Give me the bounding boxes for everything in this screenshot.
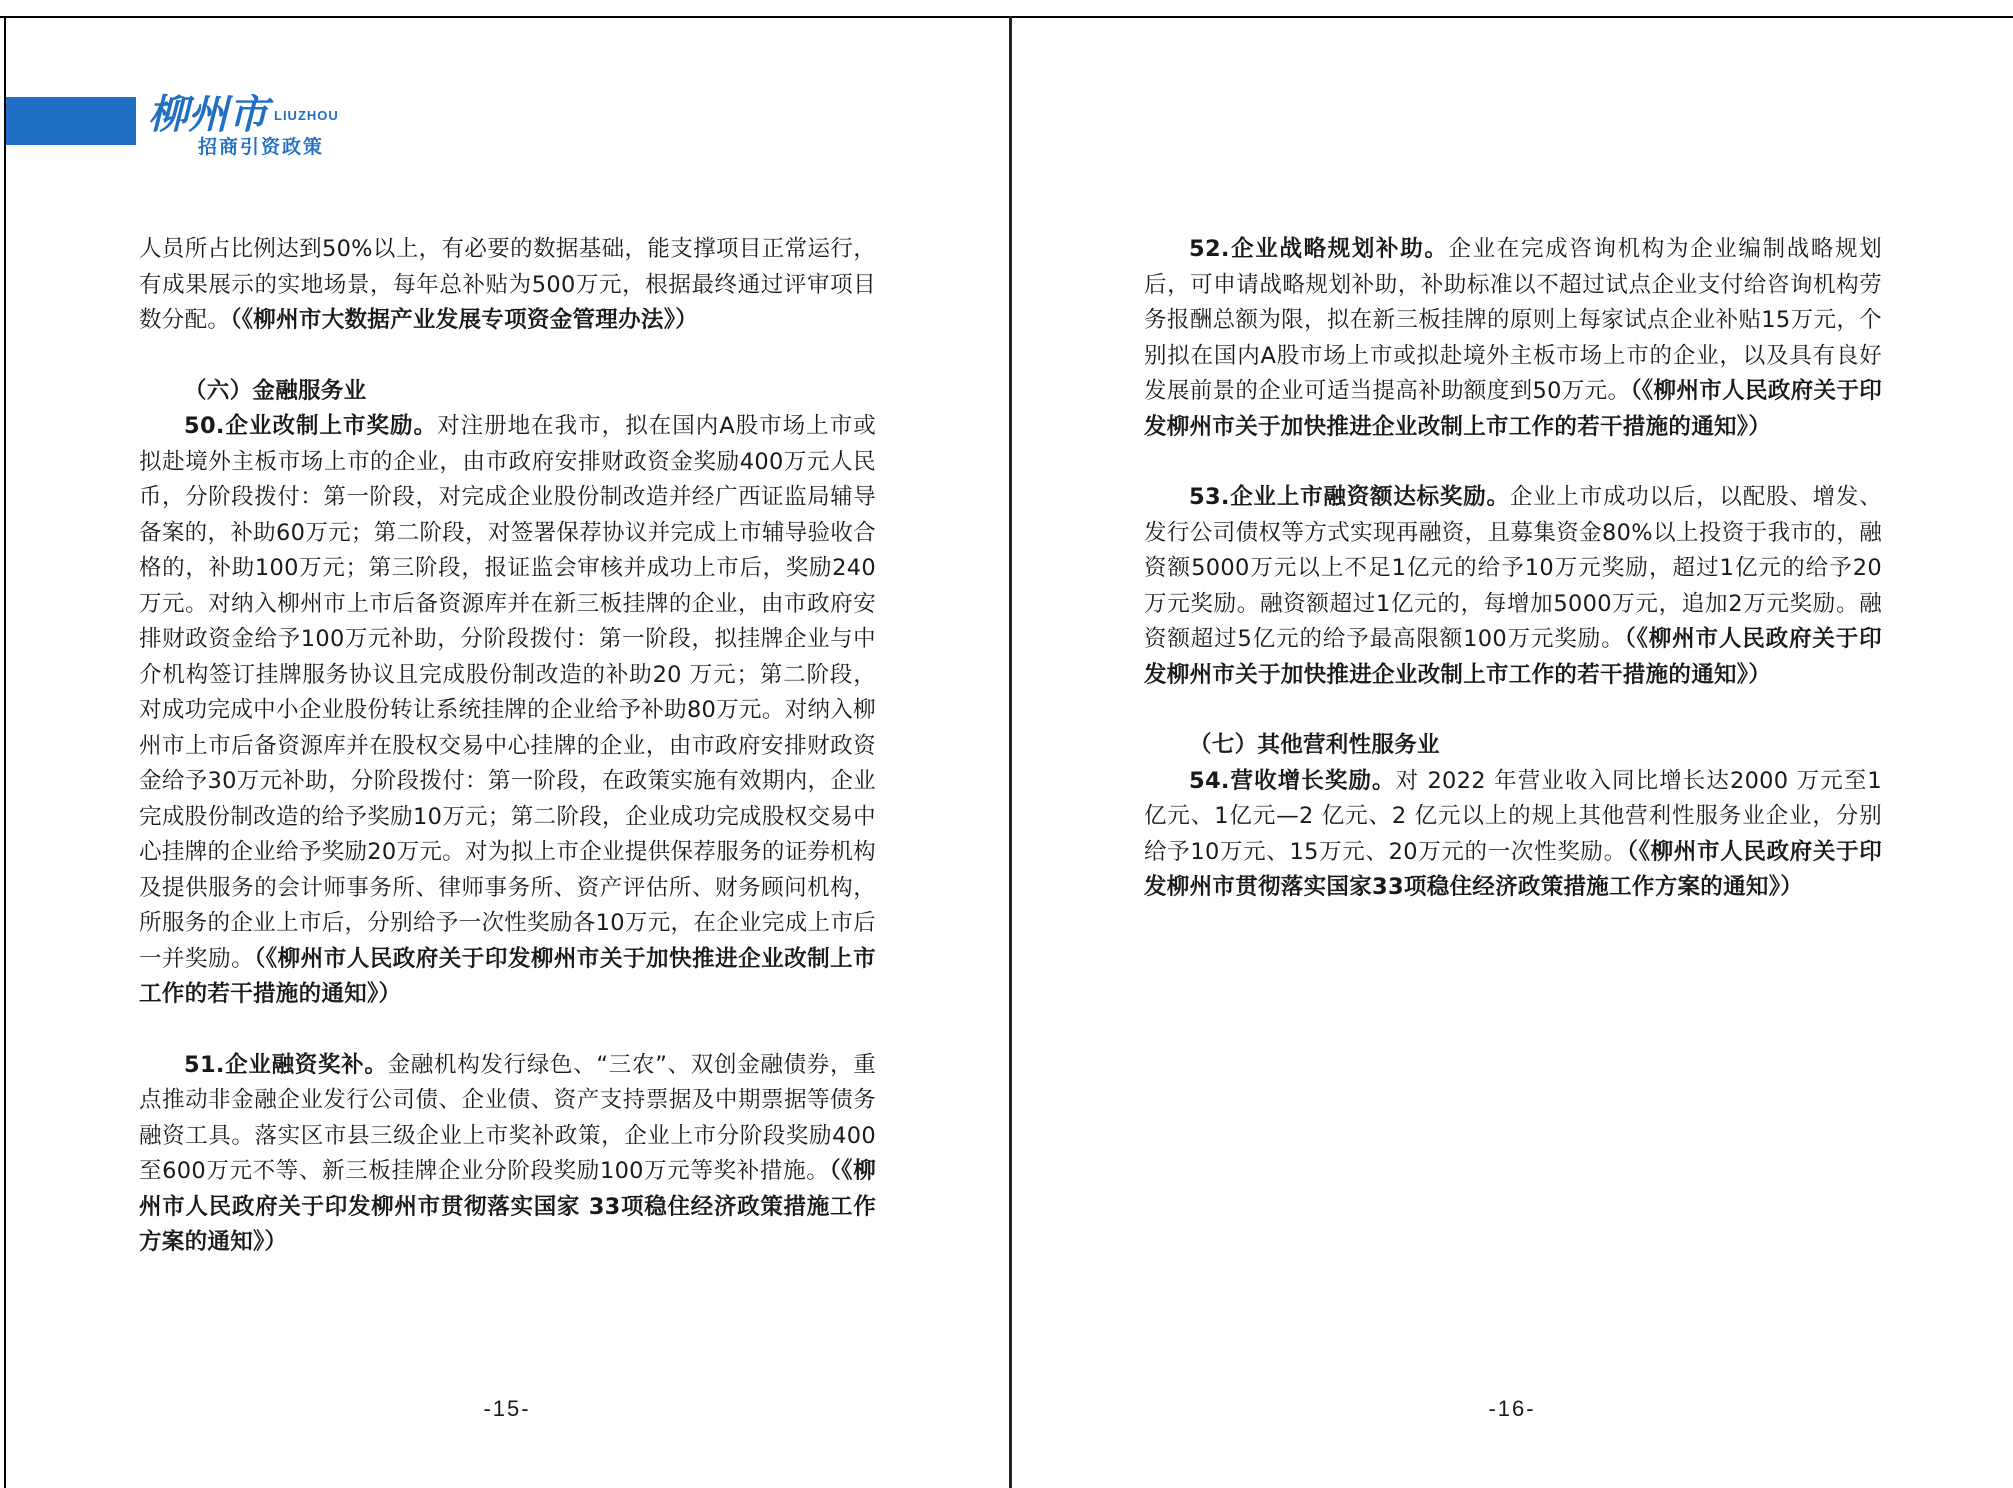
item-52-title: 52.企业战略规划补助。 [1189, 236, 1449, 262]
continued-paragraph: 人员所占比例达到50%以上，有必要的数据基础，能支撑项目正常运行，有成果展示的实地场景，每年总补贴为500万元，根据最终通过评审项目数分配。（《柳州市大数据产业发展专项资金管理办法》） [139, 236, 876, 333]
item-51-title: 51.企业融资奖补。 [184, 1051, 388, 1078]
item-53-reference: （《柳州市人民政府关于印发柳州市关于加快推进企业改制上市工作的若干措施的通知》） [1144, 626, 1882, 688]
header-color-bar [6, 97, 136, 145]
left-edge-rule [4, 16, 6, 1488]
item-54-title: 54.营收增长奖励。 [1189, 767, 1396, 794]
item-50-title: 50.企业改制上市奖励。 [184, 413, 438, 439]
item-53-title: 53.企业上市融资额达标奖励。 [1189, 484, 1510, 510]
item-52-paragraph [1144, 232, 1882, 445]
page-number-left: -15- [483, 1396, 531, 1421]
left-page-body [139, 232, 876, 1261]
logo-subtitle: 招商引资政策 [198, 136, 325, 158]
reference-citation: （《柳州市大数据产业发展专项资金管理办法》） [230, 307, 699, 333]
item-53-paragraph [1144, 480, 1882, 693]
item-54-paragraph [1144, 764, 1882, 906]
item-52-reference: （《柳州市人民政府关于印发柳州市关于加快推进企业改制上市工作的若干措施的通知》） [1144, 378, 1882, 440]
logo-calligraphy-icon [146, 88, 274, 138]
item-51-paragraph [139, 1048, 876, 1261]
page-divider [1009, 16, 1012, 1488]
item-53-body: 企业上市成功以后，以配股、增发、发行公司债权等方式实现再融资，且募集资金80%以上投资于我市的，融资额5000万元以上不足1亿元的给予10万元奖励，超过1亿元的给予20万元奖励。融资额超过1亿元的，每增加5000万元，追加2万元奖励。融资额超过5亿元的给予最高限额100万元奖励。 [1144, 484, 1882, 652]
item-54-reference: （《柳州市人民政府关于印发柳州市贯彻落实国家33项稳住经济政策措施工作方案的通知》） [1144, 838, 1882, 900]
top-rule [0, 16, 2013, 18]
item-51-reference: （《柳州市人民政府关于印发柳州市贯彻落实国家 33项稳住经济政策措施工作方案的通知》） [139, 1158, 876, 1255]
page-number-right: -16- [1488, 1396, 1536, 1421]
item-50-body: 对注册地在我市，拟在国内A股市场上市或拟赴境外主板市场上市的企业，由市政府安排财政资金奖励400万元人民币，分阶段拨付：第一阶段，对完成企业股份制改造并经广西证监局辅导备案的，补助60万元；第二阶段，对签署保荐协议并完成上市辅导验收合格的，补助100万元；第三阶段，报证监会审核并成功上市后，奖励240万元。对纳入柳州市上市后备资源库并在新三板挂牌的企业，由市政府安排财政资金给予100万元补助，分阶段拨付：第一阶段，拟挂牌企业与中介机构签订挂牌服务协议且完成股份制改造的补助20 万元；第二阶段，对成功完成中小企业股份转让系统挂牌的企业给予补助80万元。对纳入柳州市上市后备资源库并在股权交易中心挂牌的企业，由市政府安排财政资金给予30万元补助，分阶段拨付：第一阶段，在政策实施有效期内，企业完成股份制改造的给予奖励10万元；第二阶段，企业成功完成股权交易中心挂牌的企业给予奖励20万元。对为拟上市企业提供保荐服务的证券机构及提供服务的会计师事务所、律师事务所、资产评估所、财务顾问机构，所服务的企业上市后，分别给予一次性奖励各10万元，在企业完成上市后一并奖励。 [139, 413, 877, 972]
logo-latin-text: LIUZHOU [274, 108, 339, 123]
section-heading-other-services: （七）其他营利性服务业 [1189, 732, 1440, 758]
brand-logo [146, 88, 339, 158]
item-52-body: 企业在完成咨询机构为企业编制战略规划后，可申请战略规划补助，补助标准以不超过试点企业支付给咨询机构劳务报酬总额为限，拟在新三板挂牌的原则上每家试点企业补贴15万元，个别拟在国内A股市场上市或拟赴境外主板市场上市的企业，以及具有良好发展前景的企业可适当提高补助额度到50万元。 [1144, 236, 1882, 404]
section-heading-finance: （六）金融服务业 [184, 377, 367, 404]
item-51-body: 金融机构发行绿色、“三农”、双创金融债券，重点推动非金融企业发行公司债、企业债、资产支持票据及中期票据等债务融资工具。落实区市县三级企业上市奖补政策，企业上市分阶段奖励400至600万元不等、新三板挂牌企业分阶段奖励100万元等奖补措施。 [139, 1051, 876, 1184]
item-50-reference: （《柳州市人民政府关于印发柳州市关于加快推进企业改制上市工作的若干措施的通知》） [139, 945, 876, 1007]
right-page-body [1144, 232, 1882, 906]
item-50-paragraph [139, 409, 876, 1013]
svg-text:柳州市: 柳州市 [148, 91, 268, 138]
item-54-body: 对 2022 年营业收入同比增长达2000 万元至1亿元、1亿元—2 亿元、2 亿元以上的规上其他营利性服务业企业，分别给予10万元、15万元、20万元的一次性奖励。 [1144, 767, 1883, 865]
